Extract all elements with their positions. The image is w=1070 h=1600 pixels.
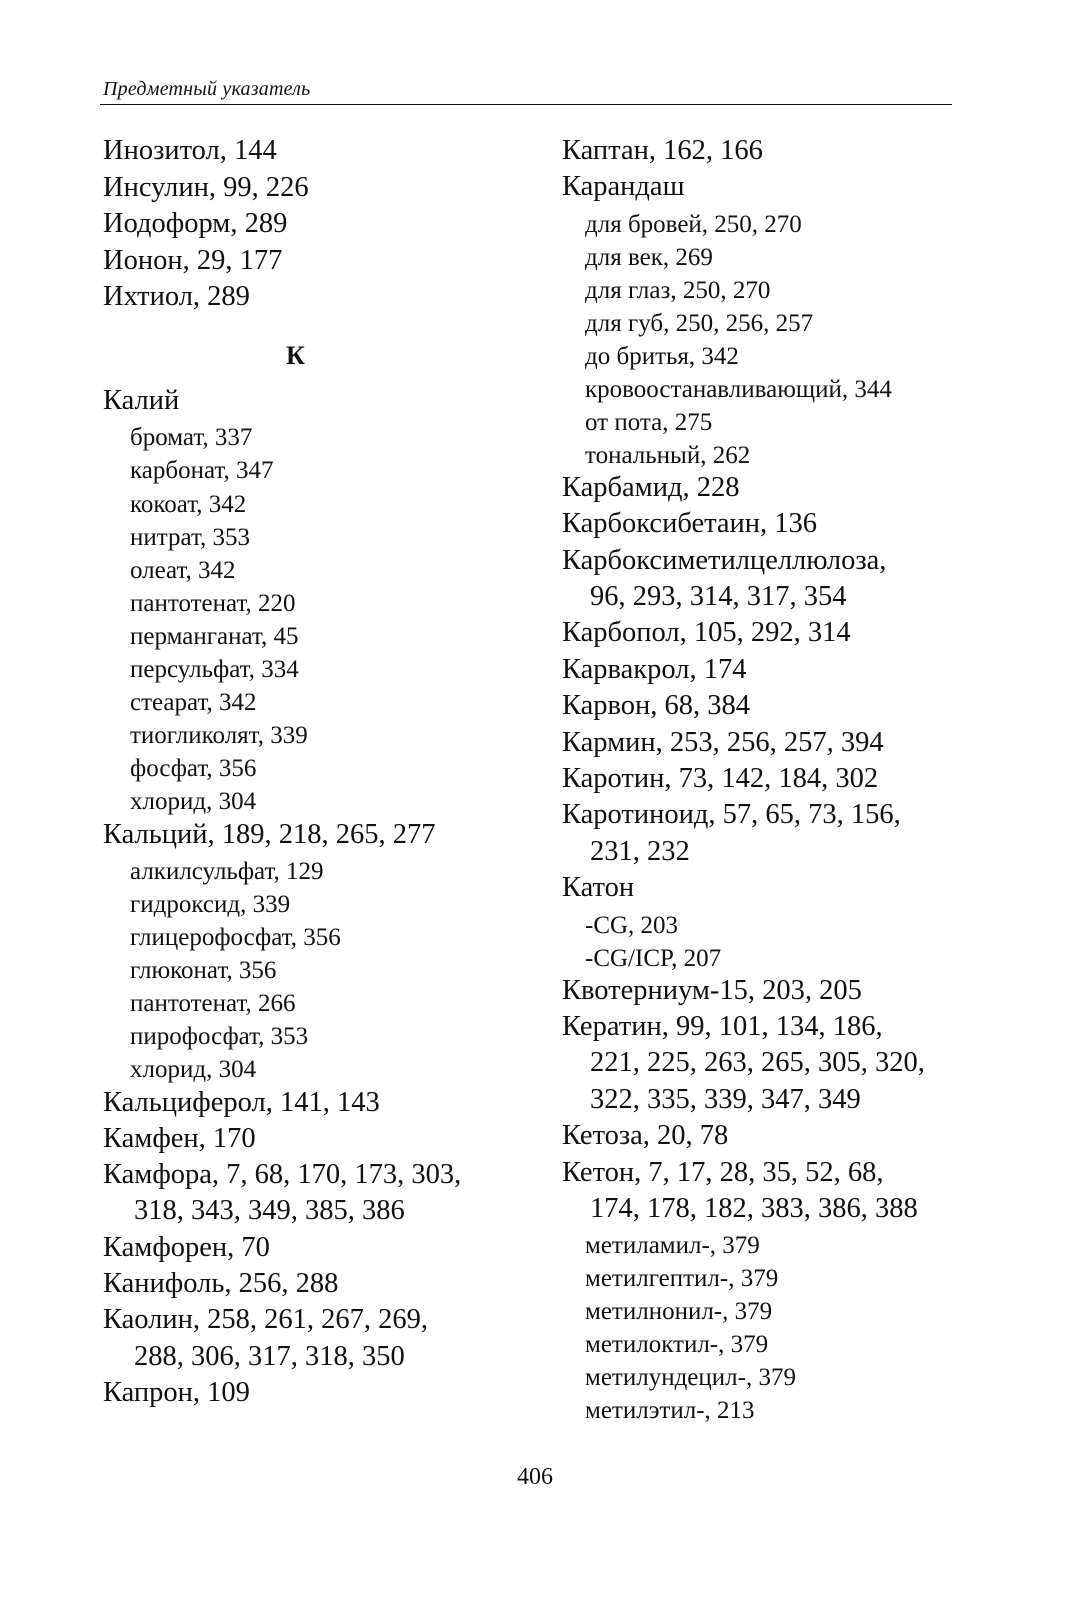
index-entry-continuation: 318, 343, 349, 385, 386: [134, 1195, 405, 1227]
index-entry: Иодоформ, 289: [103, 208, 288, 239]
index-subentry: для бровей, 250, 270: [585, 210, 802, 238]
index-subentry: фосфат, 356: [130, 755, 257, 783]
index-entry: Инозитол, 144: [103, 135, 277, 166]
index-entry: Карвон, 68, 384: [562, 690, 751, 722]
index-subentry: пантотенат, 220: [130, 589, 296, 617]
index-entry-continuation: 322, 335, 339, 347, 349: [590, 1083, 861, 1115]
index-subentry: от пота, 275: [585, 408, 713, 436]
index-entry: Карбоксибетаин, 136: [562, 508, 818, 540]
index-subentry: персульфат, 334: [130, 656, 299, 683]
index-subentry: нитрат, 353: [130, 523, 250, 551]
index-entry: Ионон, 29, 177: [103, 244, 283, 276]
index-subentry: карбонат, 347: [130, 457, 274, 485]
index-subentry: метилундецил-, 379: [585, 1364, 796, 1392]
index-entry: Квотерниум-15, 203, 205: [562, 974, 862, 1006]
index-subentry: метилнонил-, 379: [585, 1298, 773, 1326]
index-entry: Кетоза, 20, 78: [562, 1120, 729, 1152]
header-rule: [100, 104, 952, 105]
index-entry: Ихтиол, 289: [103, 281, 250, 312]
index-subentry: для глаз, 250, 270: [585, 276, 771, 304]
index-entry-continuation: 231, 232: [590, 835, 690, 867]
index-entry: Карбопол, 105, 292, 314: [562, 617, 851, 649]
index-subentry: стеарат, 342: [130, 689, 257, 717]
index-subentry: метиламил-, 379: [585, 1232, 760, 1260]
index-subentry: глицерофосфат, 356: [130, 924, 341, 951]
index-entry: Карбамид, 228: [562, 471, 740, 503]
index-entry: Кальций, 189, 218, 265, 277: [103, 818, 436, 850]
index-entry: Кератин, 99, 101, 134, 186,: [562, 1011, 883, 1042]
index-subentry: тональный, 262: [585, 441, 751, 469]
index-entry-continuation: 174, 178, 182, 383, 386, 388: [590, 1193, 918, 1224]
index-subentry: для век, 269: [585, 243, 713, 271]
index-subentry: бромат, 337: [130, 424, 253, 452]
index-entry: Кальциферол, 141, 143: [103, 1086, 380, 1118]
index-subentry: хлорид, 304: [130, 1056, 257, 1084]
index-subentry: кровоостанавливающий, 344: [585, 375, 892, 403]
index-subentry: гидроксид, 339: [130, 890, 291, 918]
index-entry: Каротиноид, 57, 65, 73, 156,: [562, 799, 901, 831]
index-entry: Камфен, 170: [103, 1122, 256, 1154]
index-entry: Карвакрол, 174: [562, 653, 747, 685]
index-entry-continuation: 288, 306, 317, 318, 350: [134, 1340, 405, 1372]
index-subentry: -CG/ICP, 207: [585, 944, 722, 972]
index-entry: Инсулин, 99, 226: [103, 171, 309, 203]
index-entry: Канифоль, 256, 288: [103, 1268, 339, 1299]
index-subentry: глюконат, 356: [130, 957, 277, 985]
index-subentry: тиогликолят, 339: [130, 722, 308, 750]
index-entry-continuation: 96, 293, 314, 317, 354: [590, 581, 847, 612]
index-subentry: олеат, 342: [130, 556, 236, 584]
index-entry: Калий: [103, 385, 180, 416]
index-subentry: перманганат, 45: [130, 622, 299, 650]
index-subentry: пантотенат, 266: [130, 990, 296, 1018]
index-subentry: пирофосфат, 353: [130, 1023, 309, 1051]
index-subentry: метилоктил-, 379: [585, 1331, 769, 1359]
index-entry: Карбоксиметилцеллюлоза,: [562, 544, 887, 576]
running-header: Предметный указатель: [103, 78, 311, 100]
index-entry: Катон: [562, 872, 635, 904]
index-subentry: для губ, 250, 256, 257: [585, 309, 814, 337]
index-subentry: метилгептил-, 379: [585, 1265, 779, 1293]
index-subentry: до бритья, 342: [585, 342, 739, 370]
index-entry: Каолин, 258, 261, 267, 269,: [103, 1304, 429, 1336]
index-entry: Камфора, 7, 68, 170, 173, 303,: [103, 1159, 462, 1191]
index-entry: Карандаш: [562, 171, 685, 203]
index-entry-continuation: 221, 225, 263, 265, 305, 320,: [590, 1047, 925, 1079]
index-subentry: алкилсульфат, 129: [130, 857, 324, 885]
letter-heading: К: [286, 341, 305, 370]
index-entry: Кармин, 253, 256, 257, 394: [562, 726, 884, 758]
index-subentry: хлорид, 304: [130, 788, 257, 816]
index-entry: Каротин, 73, 142, 184, 302: [562, 763, 879, 794]
index-entry: Каптан, 162, 166: [562, 135, 763, 166]
index-subentry: -CG, 203: [585, 911, 679, 939]
index-entry: Камфорен, 70: [103, 1231, 270, 1263]
index-subentry: кокоат, 342: [130, 490, 247, 518]
index-entry: Капрон, 109: [103, 1376, 250, 1408]
index-subentry: метилэтил-, 213: [585, 1397, 755, 1425]
index-entry: Кетон, 7, 17, 28, 35, 52, 68,: [562, 1156, 884, 1188]
page-number: 406: [517, 1464, 553, 1490]
